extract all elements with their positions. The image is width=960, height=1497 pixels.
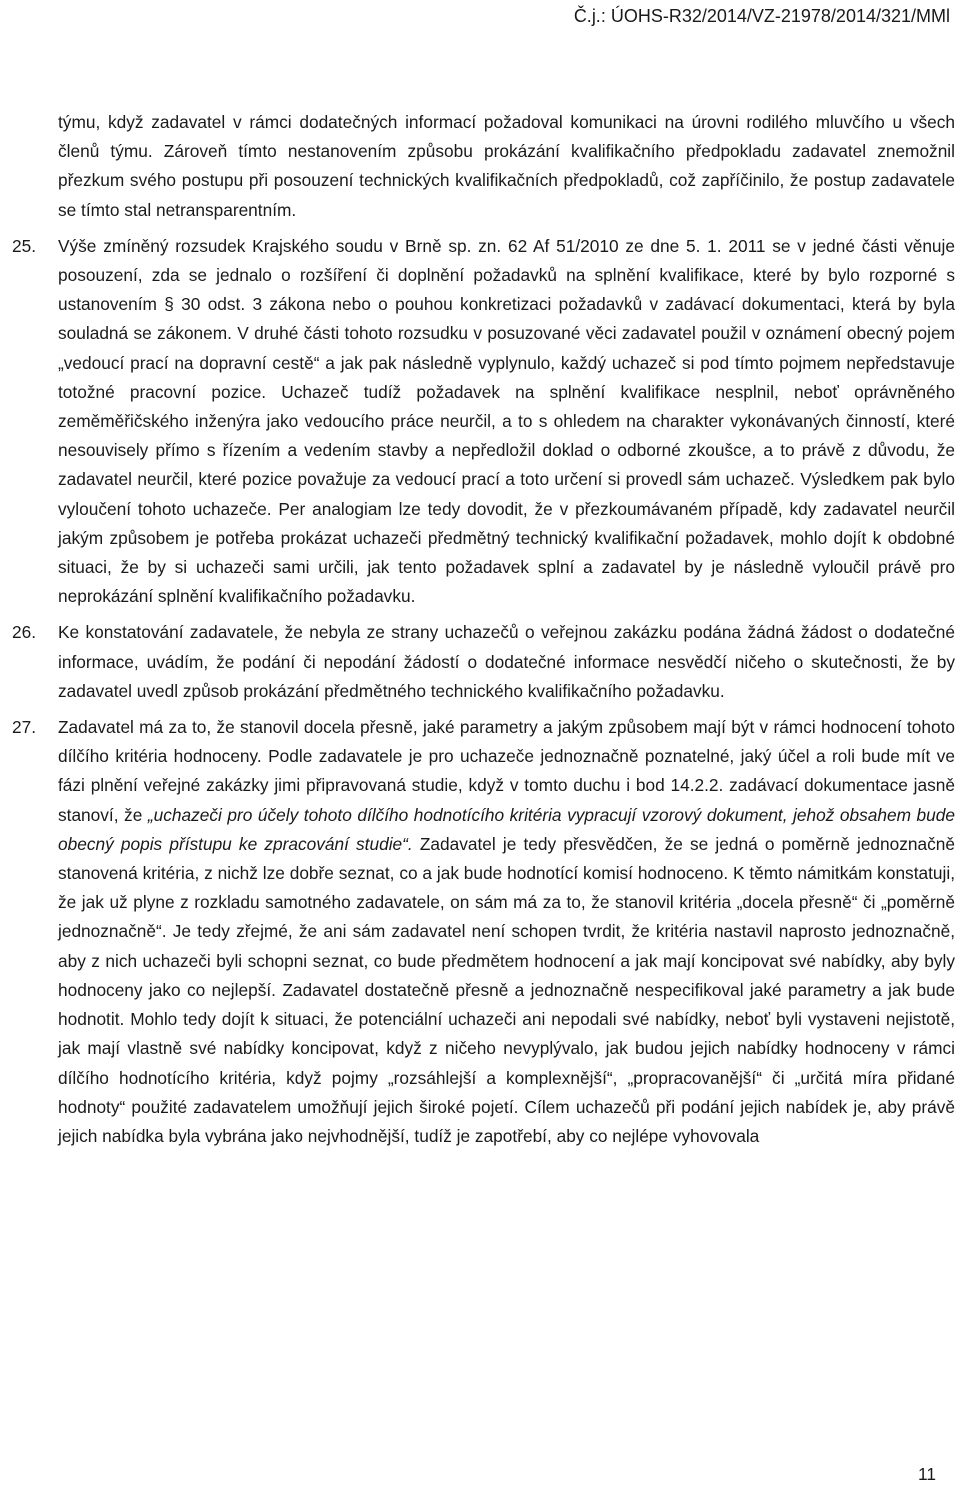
paragraph-text-after-quote: Zadavatel je tedy přesvědčen, že se jedná o poměrně jednoznačně stanovená kritéria, z nichž lze dobře seznat, co a jak bude hodnotící komisí hodnoceno. K těmto námitkám konstatuji, že jak už plyne z rozkladu samotného zadavatele, on sám má za to, že stanovil kritéria „docela přesně“ či „poměrně jednoznačně“. Je tedy zřejmé, že ani sám zadavatel není schopen tvrdit, že kritéria nastavil naprosto jednoznačně, aby z nich uchazeči byli schopni seznat, co bude předmětem hodnocení a jak mají koncipovat své nabídky, aby byly hodnoceny jako co nejlepší. Zadavatel dostatečně přesně a jednoznačně nespecifikoval jaké parametry a jak bude hodnotit. Mohlo tedy dojít k situaci, že potenciální uchazeči ani nepodali své nabídky, neboť byli vystaveni nejistotě, jak mají vlastně své nabídky koncipovat, když z ničeho nevyplývalo, jak budou jejich nabídky hodnoceny v rámci dílčího hodnotícího kritéria, když pojmy „rozsáhlejší a komplexnější“, „propracovanější“ či „určitá míra přidané hodnoty“ použité zadavatelem umožňují jejich široké pojetí. Cílem uchazečů při podání jejich nabídek je, aby právě jejich nabídka byla vybrána jako nejvhodnější, tudíž je zapotřebí, aby co nejlépe vyhovovala bbox=[58, 833, 955, 1146]
numbered-paragraph-26 bbox=[0, 618, 955, 706]
numbered-paragraph-25 bbox=[0, 232, 955, 612]
paragraph-number: 27. bbox=[12, 717, 37, 738]
italic-quote: „uchazeči pro účely tohoto dílčího hodnotícího kritéria vypracují vzorový dokument, jehož obsahem bude obecný popis přístupu ke zpracování studie“. bbox=[58, 804, 956, 854]
numbered-paragraph-27 bbox=[0, 713, 955, 1151]
paragraph-text-before-quote: Zadavatel má za to, že stanovil docela přesně, jaké parametry a jakým způsobem mají být v rámci hodnocení tohoto dílčího kritéria hodnoceny. Podle zadavatele je pro uchazeče jednoznačně poznatelné, jaký účel a roli bude mít ve fázi plnění veřejné zakázky jimi připravovaná studie, když v tomto duchu i bod 14.2.2. zadávací dokumentace jasně stanoví, že bbox=[58, 717, 955, 825]
paragraph-text: Ke konstatování zadavatele, že nebyla ze strany uchazečů o veřejnou zakázku podána žádná žádost o dodatečné informace, uvádím, že podání či nepodání žádostí o dodatečné informace nesvědčí ničeho o skutečnosti, že by zadavatel uvedl způsob prokázání předmětného technického kvalifikačního požadavku. bbox=[58, 622, 955, 701]
document-reference-header: Č.j.: ÚOHS-R32/2014/VZ-21978/2014/321/MMl bbox=[573, 6, 950, 26]
paragraph-text: Výše zmíněný rozsudek Krajského soudu v Brně sp. zn. 62 Af 51/2010 ze dne 5. 1. 2011 se v jedné části věnuje posouzení, zda se jednalo o rozšíření či doplnění požadavků na splnění kvalifikace, které by bylo rozporné s ustanovením § 30 odst. 3 zákona nebo o pouhou konkretizaci požadavků v zadávací dokumentaci, která by byla souladná se zákonem. V druhé části tohoto rozsudku v posuzované věci zadavatel použil v oznámení obecný pojem „vedoucí prací na dopravní cestě“ a jak pak následně vyplynulo, každý uchazeč si pod tímto pojmem nepředstavuje totožné pracovní pozice. Uchazeč tudíž požadavek na splnění kvalifikace nesplnil, neboť oprávněného zeměměřičského inženýra jako vedoucího práce neurčil, a to s ohledem na charakter vykonávaných činností, které nesouvisely přímo s řízením a vedením stavby a nepředložil doklad o odborné zkoušce, a to právě z důvodu, že zadavatel neurčil, které pozice považuje za vedoucí prací a toto určení si provedl sám uchazeč. Výsledkem pak bylo vyloučení tohoto uchazeče. Per analogiam lze tedy dovodit, že v přezkoumávaném případě, kdy zadavatel neurčil jakým způsobem je potřeba prokázat uchazeči předmětný technický kvalifikační požadavek, mohlo dojít k obdobné situaci, že by si uchazeči sami určili, jak tento požadavek splní a zadavatel by je následně vyloučil právě pro neprokázání splnění kvalifikačního požadavku. bbox=[58, 235, 955, 607]
continuation-paragraph: týmu, když zadavatel v rámci dodatečných informací požadoval komunikaci na úrovni rodilého mluvčího u všech členů týmu. Zároveň tímto nestanovením způsobu prokázání kvalifikačního předpokladu zadavatel znemožnil přezkum svého postupu při posouzení technických kvalifikačních předpokladů, což zapříčinilo, že postup zadavatele se tímto stal netransparentním. bbox=[58, 112, 955, 220]
document-body bbox=[0, 108, 960, 1151]
paragraph-number: 26. bbox=[12, 622, 37, 643]
page-number: 11 bbox=[918, 1464, 936, 1484]
paragraph-number: 25. bbox=[12, 235, 37, 256]
